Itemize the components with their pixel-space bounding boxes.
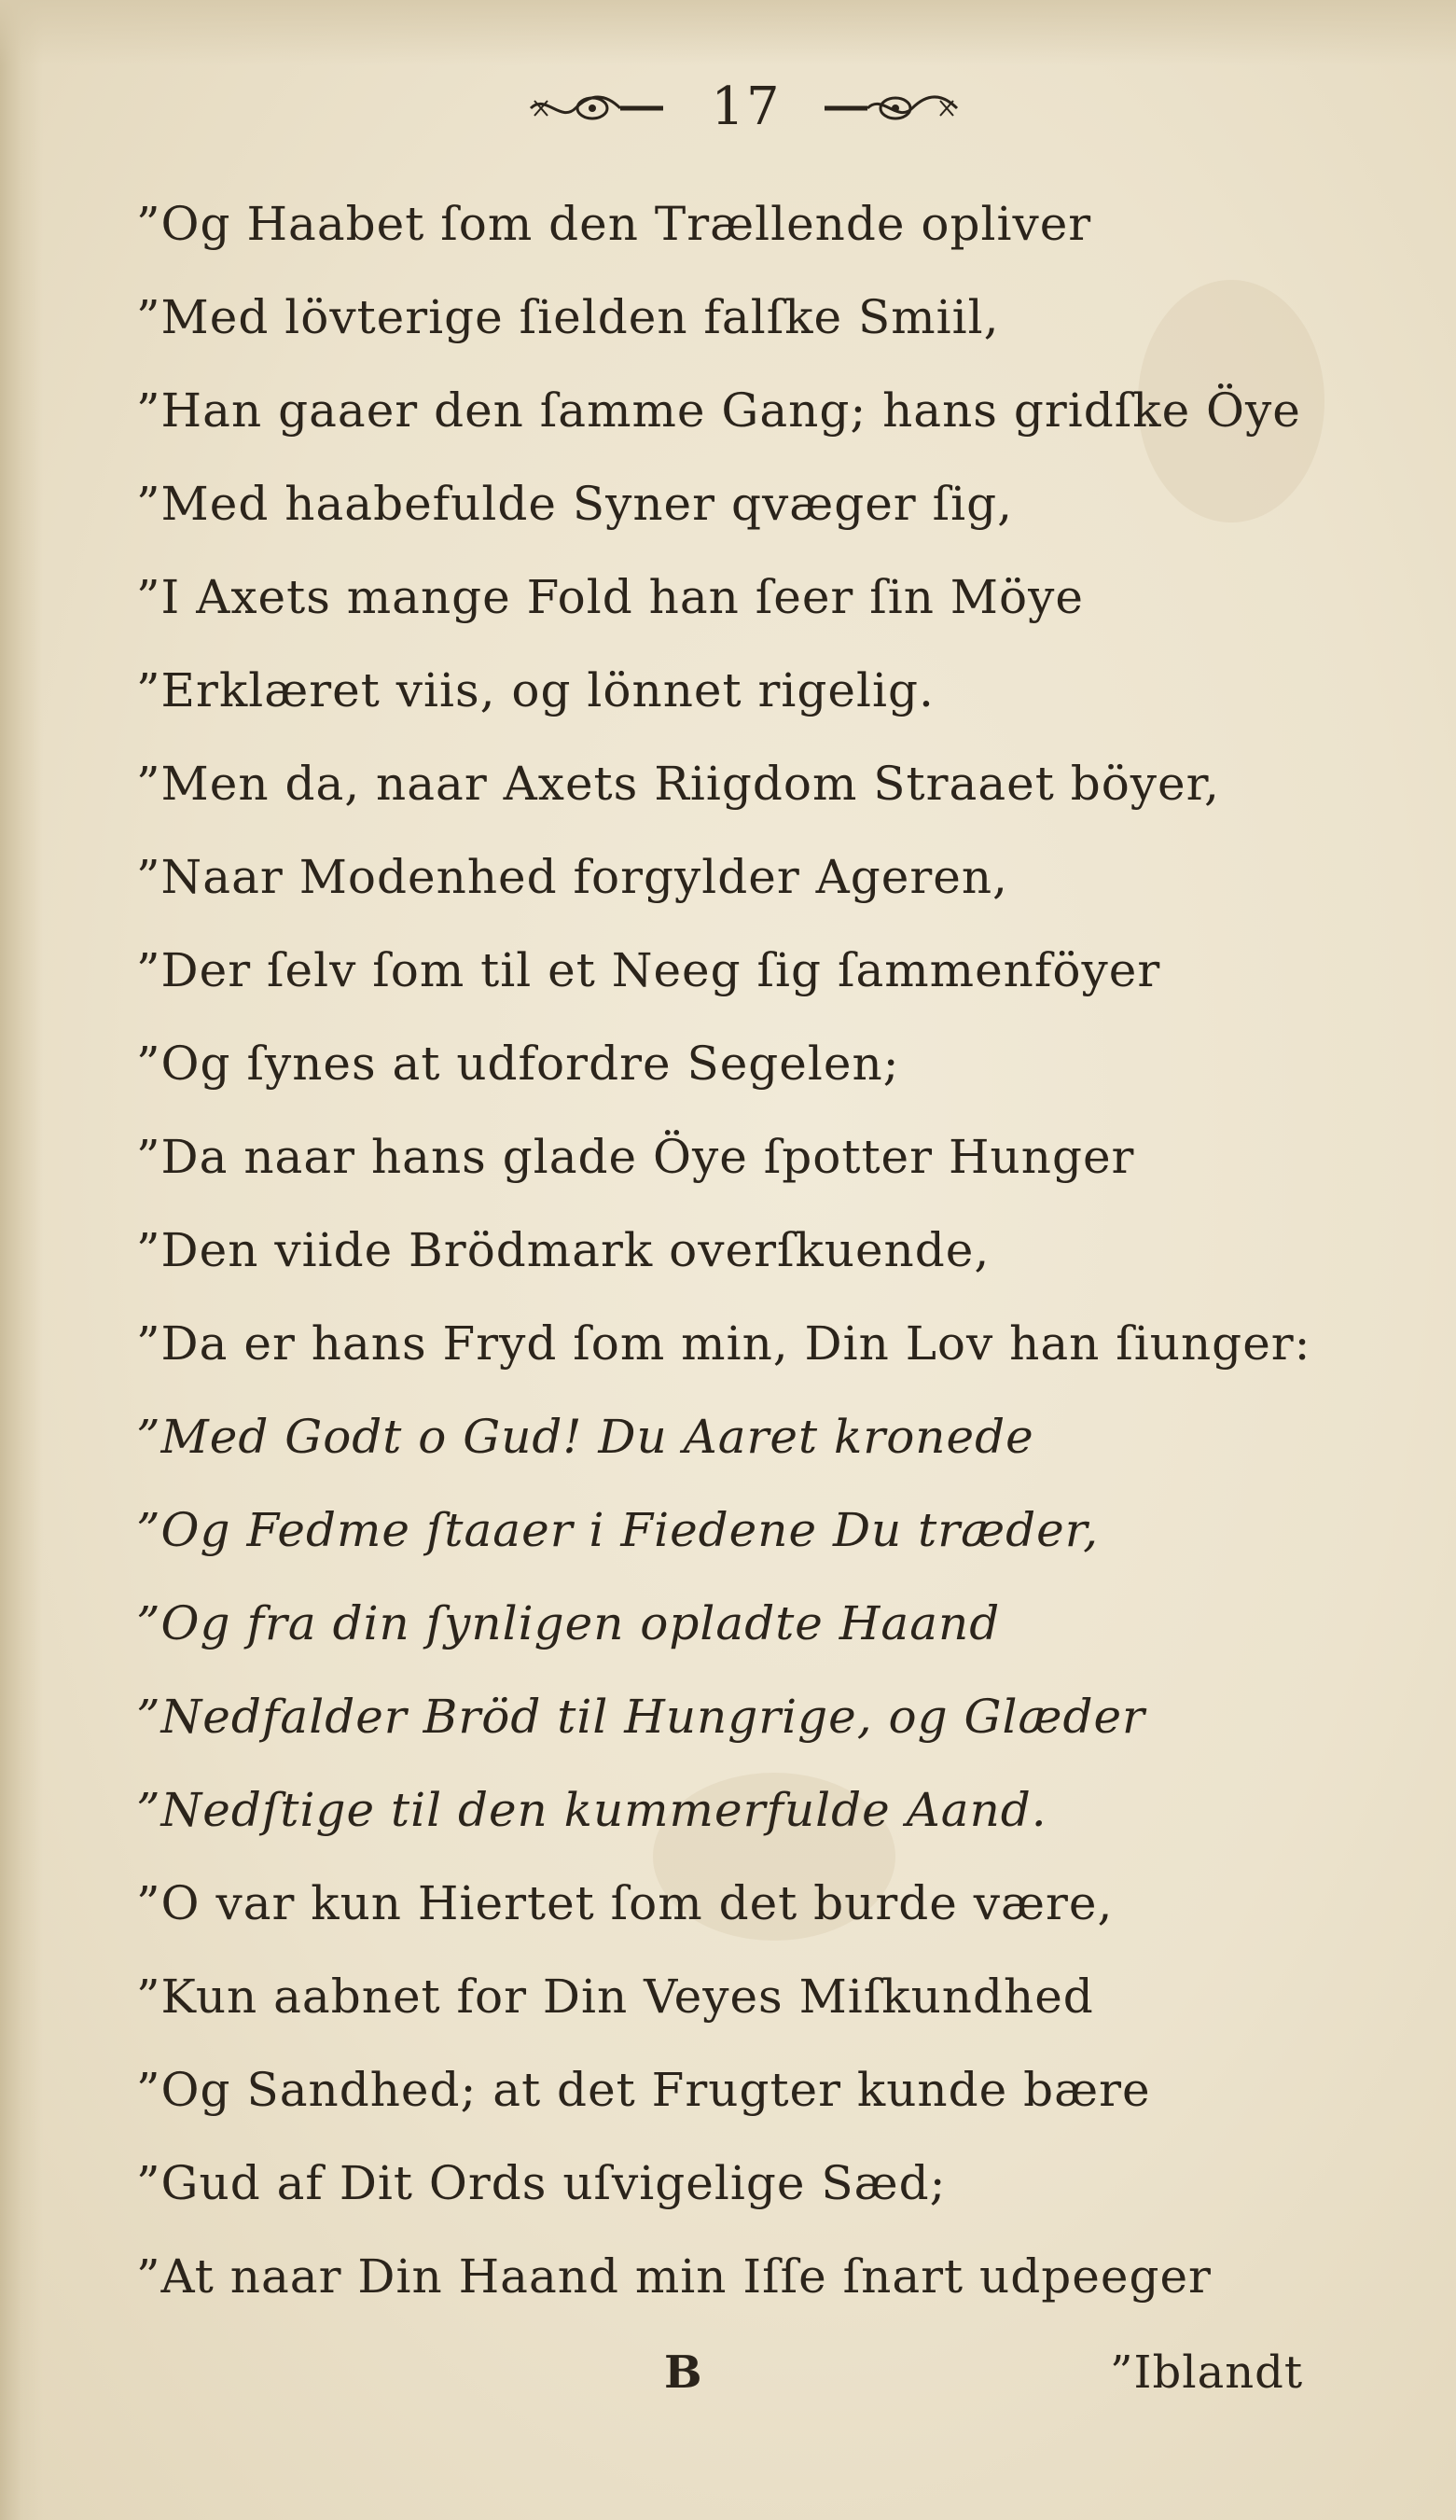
verse-line: ”Erklæret viis, og lönnet rigelig. xyxy=(136,663,935,717)
flourish-ornament-left-icon xyxy=(527,88,667,129)
verse-line: ”Gud af Dit Ords uſvigelige Sæd; xyxy=(136,2156,947,2210)
verse-line: ”Der ſelv ſom til et Neeg ſig ſammenföyer xyxy=(136,943,1161,997)
signature-mark: B xyxy=(664,2346,702,2399)
verse-line: ”Men da, naar Axets Riigdom Straaet böyer, xyxy=(136,757,1220,811)
verse-line: ”Da er hans Fryd ſom min, Din Lov han ſiunger: xyxy=(136,1316,1311,1371)
verse-line-italic: ”Og Fedme ſtaaer i Fiedene Du træder, xyxy=(136,1503,1100,1557)
verse-line: ”At naar Din Haand min Iſſe ſnart udpeeger xyxy=(136,2249,1212,2304)
verse-line: ”Den viide Brödmark overſkuende, xyxy=(136,1223,991,1277)
page-edge-left xyxy=(0,0,43,2520)
verse-line: ”Naar Modenhed forgylder Ageren, xyxy=(136,850,1008,904)
page-header xyxy=(0,75,1456,149)
verse-line: ”Og ſynes at udfordre Segelen; xyxy=(136,1037,900,1091)
verse-line: ”Og Sandhed; at det Frugter kunde bære xyxy=(136,2063,1151,2117)
flourish-ornament-right-icon xyxy=(821,88,961,129)
verse-line: ”I Axets mange Fold han ſeer ſin Möye xyxy=(136,570,1084,624)
page-edge-top xyxy=(0,0,1456,65)
poem-verse xyxy=(136,177,1349,2323)
verse-line: ”Med lövterige ſielden falſke Smiil, xyxy=(136,290,1000,344)
page-footer xyxy=(0,2346,1456,2412)
verse-line-italic: ”Nedfalder Bröd til Hungrige, og Glæder xyxy=(136,1690,1145,1744)
catchword: ”Iblandt xyxy=(1110,2346,1304,2399)
verse-line: ”Med haabefulde Syner qvæger ſig, xyxy=(136,477,1013,531)
verse-line: ”Han gaaer den ſamme Gang; hans gridſke Öye xyxy=(136,383,1301,438)
verse-line: ”O var kun Hiertet ſom det burde være, xyxy=(136,1876,1114,1930)
verse-line-italic: ”Med Godt o Gud! Du Aaret kronede xyxy=(136,1410,1034,1464)
verse-line: ”Da naar hans glade Öye ſpotter Hunger xyxy=(136,1130,1135,1184)
page-number: 17 xyxy=(711,77,782,137)
verse-line-italic: ”Og fra din ſynligen opladte Haand xyxy=(136,1596,1001,1650)
verse-line-italic: ”Nedſtige til den kummerfulde Aand. xyxy=(136,1783,1047,1837)
verse-line: ”Og Haabet ſom den Trællende opliver xyxy=(136,197,1092,251)
verse-line: ”Kun aabnet for Din Veyes Miſkundhed xyxy=(136,1970,1094,2024)
